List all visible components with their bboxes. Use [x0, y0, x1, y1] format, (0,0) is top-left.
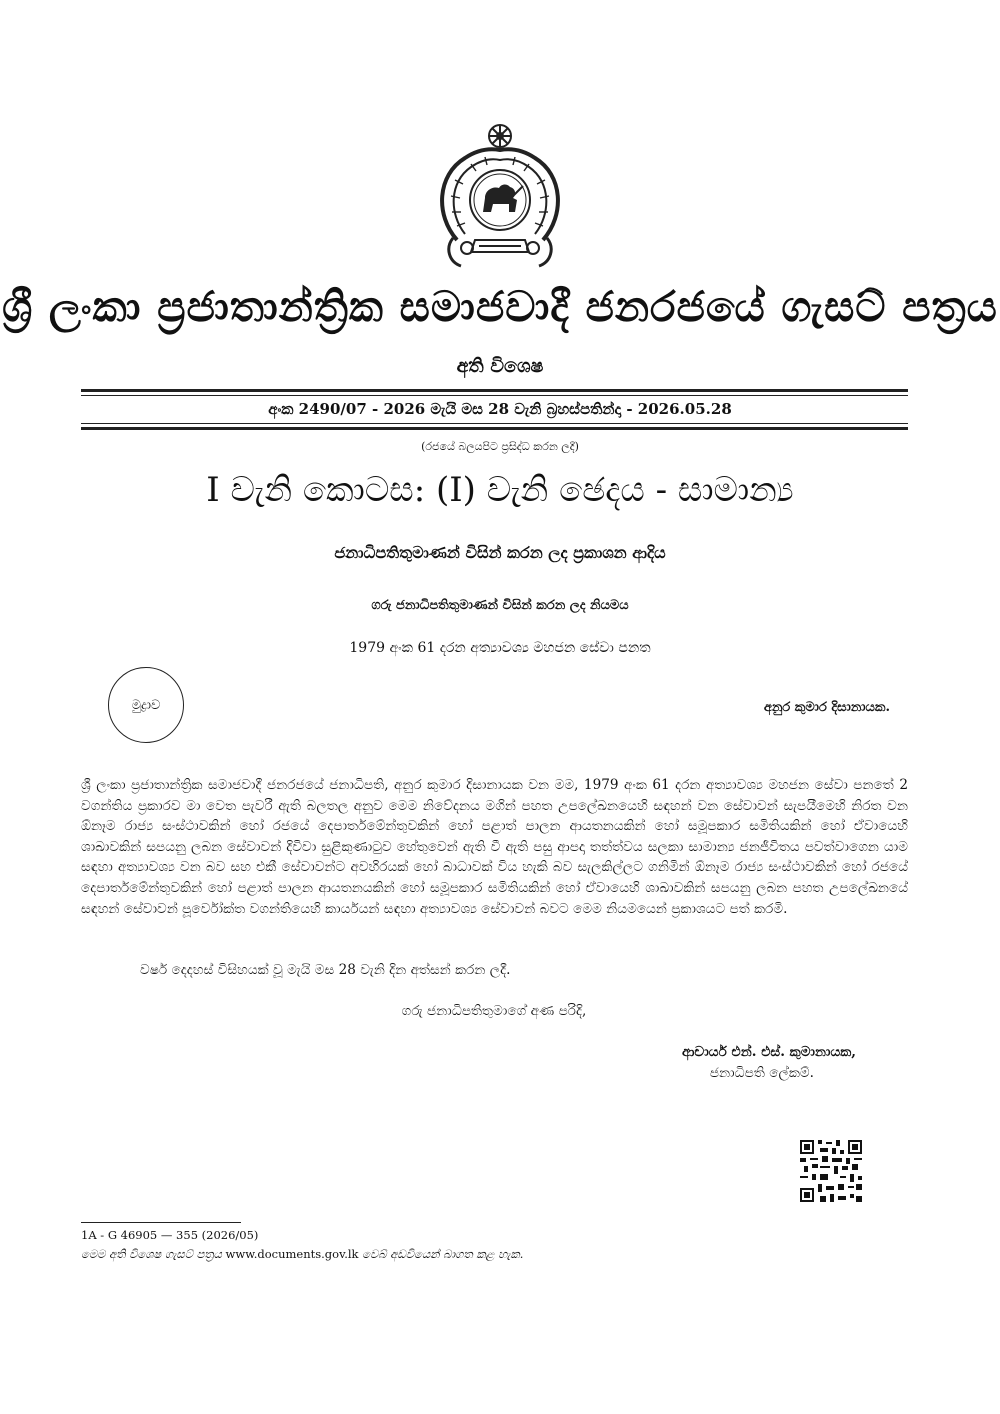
signing-date-line: වර්ෂ දෙදහස් විසිහයක් වූ මැයි මස 28 වැනි දින අත්සන් කරන ලදී.: [140, 962, 511, 978]
header-divider-bottom: [81, 427, 908, 430]
footer-note: [81, 1247, 523, 1262]
president-name: අනුර කුමාර දිසානායක.: [763, 700, 890, 715]
signatory-name: ආචාර්ය එන්. එස්. කුමානායක,: [682, 1044, 856, 1060]
act-reference: 1979 අංක 61 දරන අත්‍යාවශ්‍ය මහජන සේවා පනත: [349, 640, 651, 656]
footer-note-suffix: වෙබ් අඩවියෙන් බාගත කළ හැක.: [362, 1247, 524, 1261]
gazette-title: ශ්‍රී ලංකා ප්‍රජාතාන්ත්‍රික සමාජවාදී ජනරජයේ ගැසට් පත්‍රය: [2, 282, 998, 331]
issue-line: අංක 2490/07 - 2026 මැයි මස 28 වැනි බ්‍රහස්පතින්දා - 2026.05.28: [268, 400, 732, 418]
header-divider-bottom-thin: [81, 423, 908, 424]
header-divider-top: [81, 389, 908, 392]
qr-code-icon: [800, 1140, 862, 1202]
footer-divider: [81, 1222, 241, 1223]
section-heading: ජනාධිපතිතුමාණන් විසින් කරන ලද ප්‍රකාශන ආදිය: [334, 543, 666, 562]
header-divider-top-thin: [81, 395, 908, 396]
published-note: (රජයේ බලයපිට ප්‍රසිද්ධ කරන ලදී): [421, 440, 579, 453]
footer-code: 1A - G 46905 — 355 (2026/05): [81, 1228, 259, 1242]
gazette-subtitle: අති විශෙෂ: [456, 355, 544, 377]
part-title: I වැනි කොටස: (I) වැනි ඡෙදය - සාමාන්‍ය: [206, 470, 794, 510]
seal-label: මුද්‍රාව: [131, 697, 161, 713]
body-paragraph: ශ්‍රී ලංකා ප්‍රජාතාන්ත්‍රික සමාජවාදී ජනරජයේ ජනාධිපති, අනුර කුමාර දිසානායක වන මම, 1979 අංක 61 දරන අත්‍යාවශ්‍ය මහජන සේවා පනතේ 2 වගන්තිය ප්‍රකාරව මා වෙත පැවරී ඇති බලතල අනුව මෙම නිවේදනය මගින් පහත උපලේඛනයෙහි සඳහන් වන සේවාවන් සැපයීමෙහි නිරත වන ඕනෑම රාජ්‍ය සංස්ථාවකින් හෝ රජයේ දෙපාර්තමේන්තුවකින් හෝ පළාත් පාලන ආයතනයකින් හෝ සමූපකාර සමිතියකින් හෝ ඒවායෙහි ශාඛාවකින් සපයනු ලබන සේවාවන් දිවිවා සුළිකුණාටුව හේතුවෙන් ඇති වී ඇති පසු ආපදා තත්ත්වය සලකා සාමාන්‍ය ජනජීවිතය පවත්වාගෙන යාම සඳහා අත්‍යාවශ්‍ය වන බව සහ එකී සේවාවන්ට අවහිරයක් හෝ බාධාවක් විය හැකි බව සැලකිල්ලට ගනිමින් ඕනෑම රාජ්‍ය සංස්ථාවකින් හෝ රජයේ දෙපාර්තමේන්තුවකින් හෝ පළාත් පාලන ආයතනයකින් හෝ සමූපකාර සමිතියකින් හෝ ඒවායෙහි ශාඛාවකින් සපයනු ලබන පහත උපලේඛනයේ සඳහන් සේවාවන් පූර්වෝක්ත වගන්තියෙහි කාර්යයන් සඳහා අත්‍යාවශ්‍ය සේවාවන් බවට මෙම නියමයෙන් ප්‍රකාශයට පත් කරමි.: [81, 777, 908, 917]
seal-stamp: [108, 667, 184, 743]
footer-note-prefix: මෙම අති විශෙෂ ගැසට් පත්‍රය: [81, 1247, 222, 1261]
footer-url-link[interactable]: www.documents.gov.lk: [225, 1247, 359, 1261]
state-emblem-icon: [435, 120, 565, 272]
order-heading: ගරු ජනාධිපතිතුමාණන් විසින් කරන ලද නියමය: [371, 598, 629, 613]
command-line: ගරු ජනාධිපතිතුමාගේ අණ පරිදි,: [401, 1003, 587, 1019]
signatory-title: ජනාධිපති ලේකම්.: [709, 1065, 814, 1081]
